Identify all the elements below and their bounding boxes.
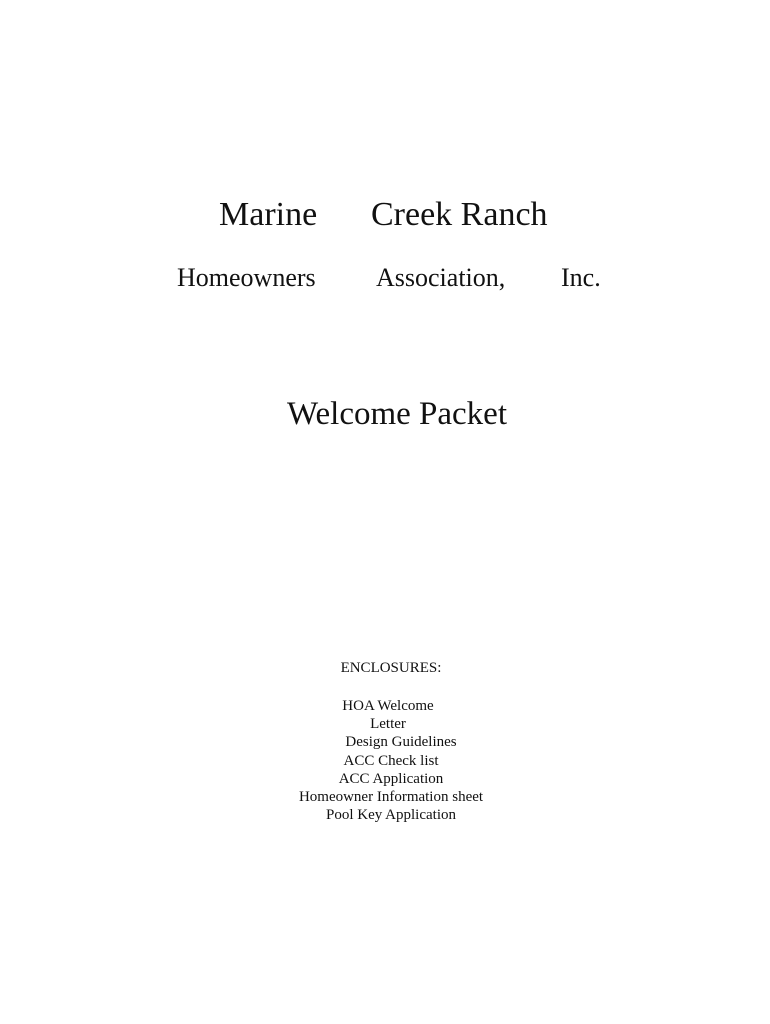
enclosures-heading: ENCLOSURES: [340, 660, 442, 676]
packet-title: Welcome Packet [287, 396, 507, 432]
enclosure-item: ACC Application [338, 770, 444, 787]
subtitle-word-inc: Inc. [561, 263, 601, 292]
title-word-creek-ranch: Creek Ranch [371, 196, 548, 233]
title-word-marine: Marine [219, 196, 318, 233]
enclosure-item: Pool Key Application [326, 807, 456, 824]
subtitle-word-homeowners: Homeowners [177, 263, 316, 292]
subtitle-word-association: Association, [376, 263, 506, 292]
enclosure-item: ACC Check list [343, 752, 439, 769]
enclosure-item: Design Guidelines [345, 734, 457, 751]
enclosure-list [0, 697, 770, 824]
enclosure-item: HOA Welcome [342, 698, 434, 714]
enclosure-item: Homeowner Information sheet [298, 789, 484, 806]
enclosure-item: Letter [370, 716, 406, 733]
